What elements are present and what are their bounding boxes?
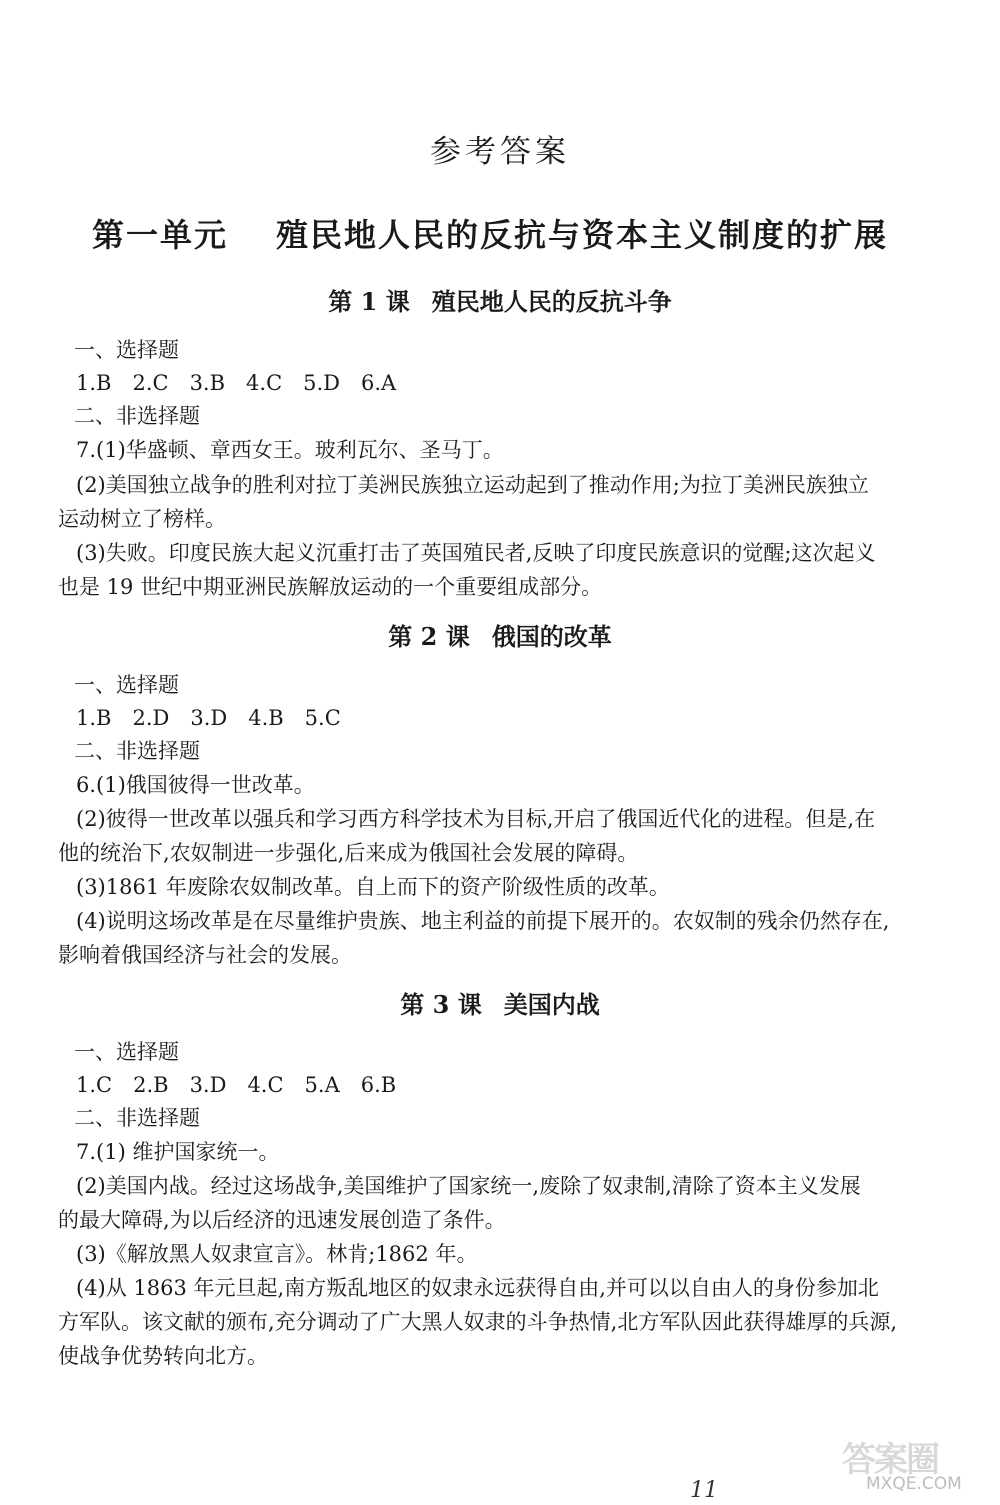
unit-title: 殖民地人民的反抗与资本主义制度的扩展 — [276, 216, 889, 254]
lesson-title: 俄国的改革 — [491, 622, 612, 651]
answer-line: 使战争优势转向北方。 — [58, 1344, 268, 1368]
answer-line: 运动树立了榜样。 — [58, 507, 226, 531]
lesson-3-heading — [0, 985, 1000, 1020]
answer-line: 的最大障碍,为以后经济的迅速发展创造了条件。 — [58, 1208, 506, 1232]
answer-line: (2)美国内战。经过这场战争,美国维护了国家统一,废除了奴隶制,清除了资本主义发展 — [76, 1174, 861, 1198]
answer-line: 影响着俄国经济与社会的发展。 — [58, 943, 352, 967]
lesson-title: 美国内战 — [503, 990, 600, 1019]
choice-answers: 1.B 2.C 3.B 4.C 5.D 6.A — [76, 371, 397, 395]
lesson-number: 第 3 课 — [400, 990, 482, 1019]
answer-line: (3)失败。印度民族大起义沉重打击了英国殖民者,反映了印度民族意识的觉醒;这次起义 — [76, 541, 876, 565]
answer-line: 7.(1) 维护国家统一。 — [76, 1140, 280, 1164]
lesson-1-heading — [0, 282, 1000, 317]
page-title: 参考答案 — [430, 134, 570, 170]
answer-line: (4)从 1863 年元旦起,南方叛乱地区的奴隶永远获得自由,并可以以自由人的身份参加北 — [76, 1276, 879, 1300]
unit-heading — [92, 210, 888, 256]
answer-line: (2)美国独立战争的胜利对拉丁美洲民族独立运动起到了推动作用;为拉丁美洲民族独立 — [76, 473, 869, 497]
section-label: 二、非选择题 — [74, 404, 200, 428]
answer-line: 他的统治下,农奴制进一步强化,后来成为俄国社会发展的障碍。 — [58, 841, 639, 865]
watermark-url: MXQE.COM — [866, 1474, 962, 1494]
section-label: 二、非选择题 — [74, 739, 200, 763]
lesson-title: 殖民地人民的反抗斗争 — [431, 287, 672, 316]
section-label: 一、选择题 — [74, 1040, 179, 1064]
answer-line: (4)说明这场改革是在尽量维护贵族、地主利益的前提下展开的。农奴制的残余仍然存在, — [76, 909, 890, 933]
choice-answers: 1.B 2.D 3.D 4.B 5.C — [76, 706, 341, 730]
section-label: 一、选择题 — [74, 338, 179, 362]
section-label: 二、非选择题 — [74, 1106, 200, 1130]
section-label: 一、选择题 — [74, 673, 179, 697]
lesson-2-heading — [0, 617, 1000, 652]
answer-line: 7.(1)华盛顿、章西女王。玻利瓦尔、圣马丁。 — [76, 438, 504, 462]
unit-number: 第一单元 — [92, 216, 229, 254]
choice-answers: 1.C 2.B 3.D 4.C 5.A 6.B — [76, 1073, 397, 1097]
answer-line: 也是 19 世纪中期亚洲民族解放运动的一个重要组成部分。 — [58, 575, 603, 599]
answer-line: (2)彼得一世改革以强兵和学习西方科学技术为目标,开启了俄国近代化的进程。但是,在 — [76, 807, 876, 831]
answer-line: (3)1861 年废除农奴制改革。自上而下的资产阶级性质的改革。 — [76, 875, 670, 899]
lesson-number: 第 2 课 — [388, 622, 470, 651]
answer-line: 6.(1)俄国彼得一世改革。 — [76, 773, 315, 797]
page-number: 11 — [690, 1478, 718, 1503]
lesson-number: 第 1 课 — [328, 287, 410, 316]
answer-line: 方军队。该文献的颁布,充分调动了广大黑人奴隶的斗争热情,北方军队因此获得雄厚的兵源, — [58, 1310, 898, 1334]
answer-line: (3)《解放黑人奴隶宣言》。林肯;1862 年。 — [76, 1242, 478, 1266]
watermark-logo: 答案圈 — [842, 1440, 938, 1480]
